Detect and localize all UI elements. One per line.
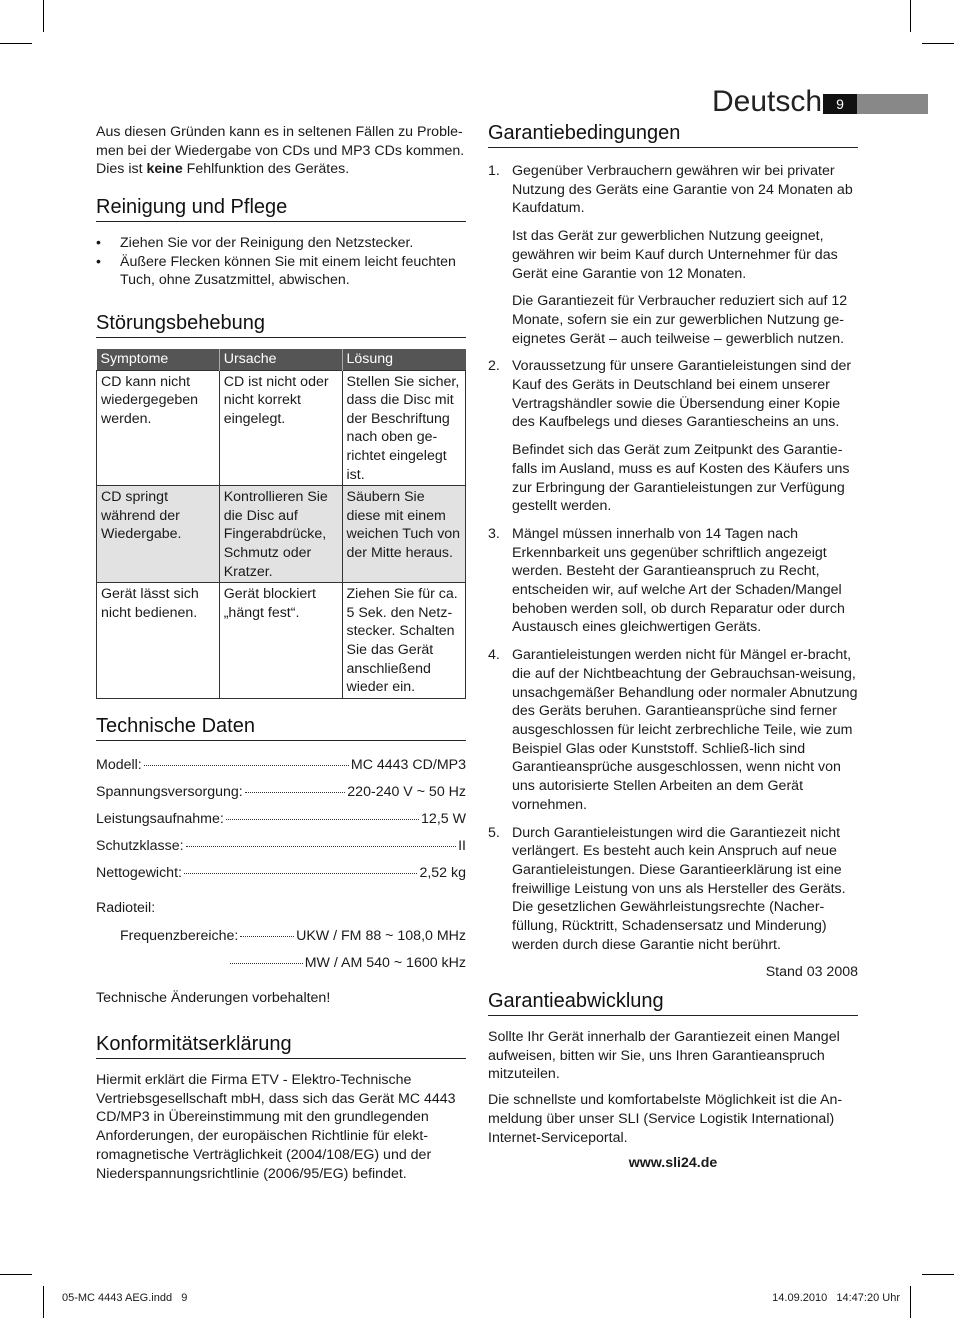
abwicklung-section	[488, 990, 858, 1173]
header-bar	[857, 94, 928, 114]
list-item: • Ziehen Sie vor der Reinigung den Netzstecker.	[96, 234, 466, 253]
section-title: Konformitätserklärung	[96, 1033, 466, 1059]
konformitaet-text: Hiermit erklärt die Firma ETV - Elektro-Technische Vertriebsgesellschaft mbH, dass sich das Gerät MC 4443 CD/MP3 in Übereinstimmung mit den grundlegenden Anforderungen, der europäischen Richtlinie für elekt-romagnetische Verträglichkeit (2004/108/EG) und der Niederspannungsrichtlinie (2006/95/EG) befindet.	[96, 1072, 456, 1182]
crop-mark	[0, 1274, 32, 1275]
item-number: 3.	[488, 525, 500, 542]
item-number: 2.	[488, 358, 500, 375]
language-title: Deutsch	[712, 85, 823, 118]
item-paragraph: Ist das Gerät zur gewerblichen Nutzung geeignet, gewähren wir beim Kauf durch Unternehmer für das Gerät eine Garantie von 12 Monaten.	[512, 228, 838, 282]
section-title: Störungsbehebung	[96, 312, 466, 338]
troubleshooting-table	[96, 349, 466, 699]
radioteil-label: Radioteil:	[96, 900, 156, 916]
intro-text: Dies ist	[96, 161, 147, 178]
spec-row	[96, 864, 466, 882]
spec-row	[96, 837, 466, 855]
abwicklung-paragraph: Die schnellste und komfortabelste Möglichkeit ist die An-meldung über unser SLI (Service Logistik International) Internet-Serviceportal.	[488, 1092, 843, 1146]
spec-value: 220-240 V ~ 50 Hz	[347, 784, 466, 800]
dot-leader	[245, 792, 346, 793]
intro-line: men bei der Wiedergabe von CDs und MP3 CDs kommen.	[96, 142, 465, 159]
spec-value: II	[458, 838, 466, 854]
section-title: Reinigung und Pflege	[96, 196, 466, 222]
item-paragraph: Voraussetzung für unsere Garantieleistungen sind der Kauf des Geräts in Deutschland bei einem unserer Vertragshändler sowie die Übersendung einer Kopie des Kaufbelegs und dieses Garantiescheins an uns.	[512, 358, 852, 431]
table-cell: Gerät blockiert „hängt fest“.	[219, 583, 342, 699]
table-cell: CD springt während der Wiedergabe.	[97, 486, 220, 583]
table-row	[97, 370, 466, 486]
spec-value: MW / AM 540 ~ 1600 kHz	[304, 955, 466, 971]
list-item	[488, 162, 858, 348]
intro-text: Fehlfunktion des Gerätes.	[182, 161, 350, 178]
spec-value: UKW / FM 88 ~ 108,0 MHz	[296, 928, 466, 944]
list-item	[488, 824, 858, 955]
item-number: 4.	[488, 647, 500, 664]
item-paragraph: Befindet sich das Gerät zum Zeitpunkt des Garantie-falls im Ausland, muss es auf Kosten des Käufers uns zur Erbringung der Garantieleistungen zur Verfügung gestellt werden.	[512, 442, 850, 515]
spec-row	[120, 927, 466, 945]
list-item	[488, 525, 858, 637]
footer-file: 05-MC 4443 AEG.indd 9	[62, 1292, 188, 1304]
dot-leader	[226, 819, 419, 820]
item-paragraph: Mängel müssen innerhalb von 14 Tagen nach Erkennbarkeit uns gegenüber schriftlich angezeigt werden. Besteht der Garantieanspruch zu Recht, entscheiden wir, auf welche Art der Schaden/Mangel behoben werden soll, ob durch Reparatur oder durch Austausch eines gleichwertigen Geräts.	[512, 525, 845, 636]
konformitaet-section	[96, 1033, 466, 1183]
section-title: Garantiebedingungen	[488, 122, 858, 148]
table-row	[97, 583, 466, 699]
spec-row	[96, 810, 466, 828]
crop-mark	[43, 1286, 44, 1318]
table-cell: Kontrollieren Sie die Disc auf Fingerabdrücke, Schmutz oder Kratzer.	[219, 486, 342, 583]
crop-mark	[922, 1274, 954, 1275]
stand-date: Stand 03 2008	[765, 964, 858, 981]
dot-leader	[184, 873, 417, 874]
table-cell: CD kann nicht wiedergegeben werden.	[97, 370, 220, 486]
intro-paragraph	[96, 123, 466, 179]
vorbehalt-note: Technische Änderungen vorbehalten!	[96, 990, 331, 1006]
table-cell: Ziehen Sie für ca. 5 Sek. den Netz-stecker. Schalten Sie das Gerät anschließend wieder ein.	[342, 583, 466, 699]
table-cell: CD ist nicht oder nicht korrekt eingelegt.	[219, 370, 342, 486]
spec-label: Frequenzbereiche:	[120, 928, 239, 944]
item-paragraph: Die Garantiezeit für Verbraucher reduziert sich auf 12 Monate, sofern sie ein zur gewerblichen Nutzung ge-eignetes Gerät – auch teilweise – gewerblich nutzen.	[512, 293, 848, 347]
spec-value: 12,5 W	[421, 811, 466, 827]
crop-mark	[0, 43, 32, 44]
spec-label: Modell:	[96, 757, 142, 773]
page-number-badge	[823, 94, 857, 114]
item-paragraph: Durch Garantieleistungen wird die Garantiezeit nicht verlängert. Es besteht auch kein Anspruch auf neue Garantieleistungen. Diese Garantieerklärung ist eine freiwillige Leistung von uns als Hersteller des Geräts. Die gesetzlichen Gewährleistungsrechte (Nacher-füllung, Rücktritt, Schadensersatz und Minderung) werden durch diese Garantie nicht berührt.	[512, 824, 846, 953]
garantie-list	[488, 162, 858, 982]
garantie-section	[488, 122, 858, 148]
service-url: www.sli24.de	[628, 1155, 718, 1172]
table-header: Lösung	[342, 349, 466, 370]
spec-row	[228, 954, 466, 972]
stoerung-section	[96, 312, 466, 338]
intro-emphasis: keine	[146, 161, 183, 178]
page-number: 9	[836, 96, 844, 112]
crop-mark	[910, 0, 911, 32]
crop-mark	[922, 43, 954, 44]
spec-label: Nettogewicht:	[96, 865, 182, 881]
list-item	[488, 357, 858, 516]
section-title: Technische Daten	[96, 715, 466, 741]
table-cell: Gerät lässt sich nicht bedienen.	[97, 583, 220, 699]
crop-mark	[43, 0, 44, 32]
spec-label: Leistungsaufnahme:	[96, 811, 224, 827]
table-header: Ursache	[219, 349, 342, 370]
reinigung-section	[96, 196, 466, 290]
table-row	[97, 486, 466, 583]
table-cell: Säubern Sie diese mit einem weichen Tuch von der Mitte heraus.	[342, 486, 466, 583]
section-title: Garantieabwicklung	[488, 990, 858, 1016]
dot-leader	[240, 936, 294, 937]
table-header: Symptome	[97, 349, 220, 370]
spec-value: 2,52 kg	[419, 865, 466, 881]
list-item	[488, 646, 858, 814]
spec-row	[96, 756, 466, 774]
item-number: 1.	[488, 163, 500, 179]
abwicklung-paragraph: Sollte Ihr Gerät innerhalb der Garantiezeit einen Mangel aufweisen, bitten wir Sie, uns Ihren Garantieanspruch mitzuteilen.	[488, 1029, 840, 1083]
spec-label: Schutzklasse:	[96, 838, 184, 854]
item-paragraph: Gegenüber Verbrauchern gewähren wir bei privater Nutzung des Geräts eine Garantie von 24 Monaten ab Kaufdatum.	[512, 163, 853, 217]
spec-value: MC 4443 CD/MP3	[350, 757, 466, 773]
item-paragraph: Garantieleistungen werden nicht für Mängel er-bracht, die auf der Nichtbeachtung der Gebrauchsan-weisung, unsachgemäßer Behandlung oder normaler Abnutzung des Geräts beruhen. Garantieansprüche sind ferner ausgeschlossen für leicht zerbrechliche Teile, wie zum Beispiel Glas oder Kunststoff. Schließ-lich sind Garantieansprüche ausgeschlossen, wenn nicht von uns autorisierte Stellen Arbeiten an dem Gerät vornehmen.	[512, 647, 858, 813]
footer-datetime: 14.09.2010 14:47:20 Uhr	[772, 1292, 900, 1304]
item-number: 5.	[488, 824, 500, 841]
table-cell: Stellen Sie sicher, dass die Disc mit der Beschriftung nach oben ge-richtet eingelegt ist.	[342, 370, 466, 486]
crop-mark	[910, 1286, 911, 1318]
dot-leader	[144, 765, 349, 766]
spec-row	[96, 783, 466, 801]
list-item: • Äußere Flecken können Sie mit einem leicht feuchten Tuch, ohne Zusatzmittel, abwischen.	[96, 253, 466, 290]
dot-leader	[230, 963, 303, 964]
spec-label: Spannungsversorgung:	[96, 784, 243, 800]
intro-line	[96, 160, 466, 179]
dot-leader	[186, 846, 457, 847]
technische-daten-section	[96, 715, 466, 741]
intro-line: Aus diesen Gründen kann es in seltenen Fällen zu Proble-	[96, 124, 463, 140]
